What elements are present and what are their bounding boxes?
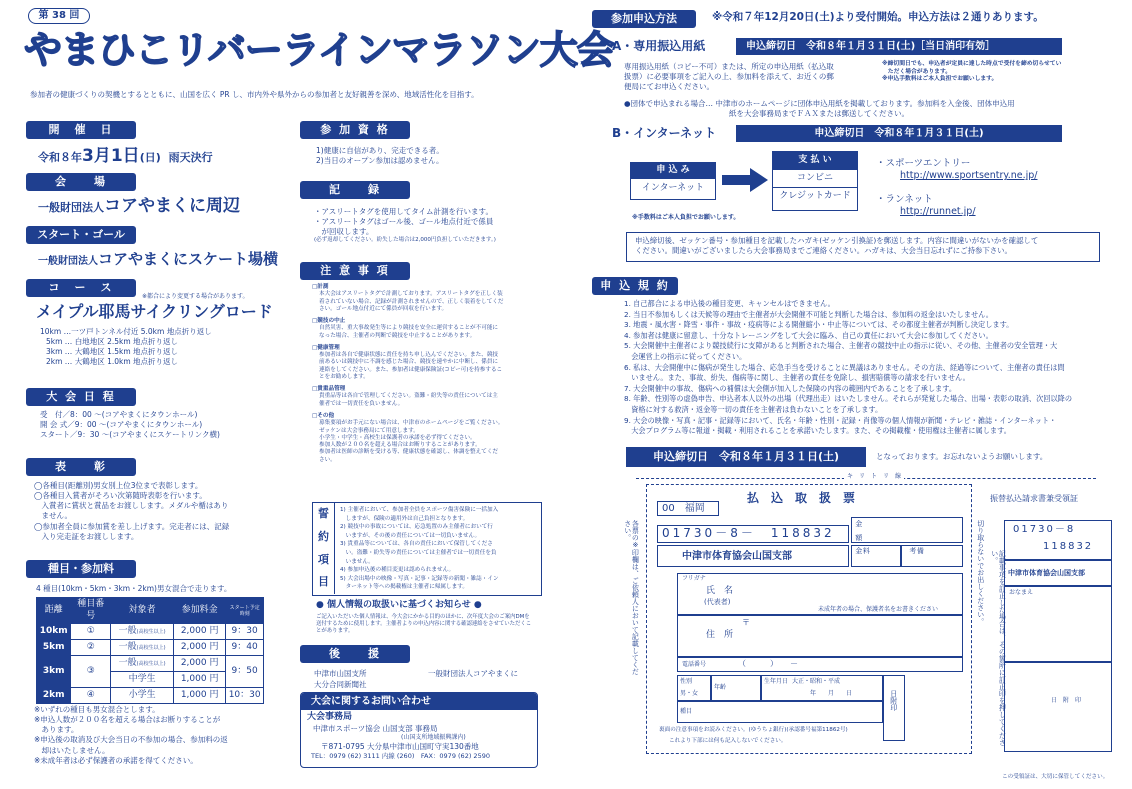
furigana-label: フリガナ: [682, 575, 706, 582]
caution-line: 着されていない場合、記録が計測されませんので、正しく装着をしてくだ: [319, 298, 504, 305]
apply-a-side-line: ※申込手数料はご本人負担でお願いします。: [882, 76, 998, 83]
apply-a-title: A・専用振込用紙: [612, 39, 706, 53]
sex-label: 性別: [680, 678, 693, 685]
privacy-line: 送付するために使用します。主催者よりの申込内容に関する確認連絡をさせていただくこ: [316, 621, 532, 628]
apply-b-title: B・インターネット: [612, 126, 717, 140]
pledge-line: 1) 主催者において、参加者全員をスポーツ傷害保険に一括加入: [340, 507, 499, 513]
slip-date-stamp: [883, 675, 905, 741]
schedule-header: 大 会 日 程: [26, 388, 136, 406]
site-name: ・ランネット: [876, 194, 933, 205]
rule-line: 7. 大会開催中の事故、傷病への補償は大会側が加入した保険の内容の範囲内であることを了承します。: [624, 383, 957, 393]
apply-a-side-line: ただく場合があります。: [882, 68, 952, 75]
support-item: 中津市山国支所: [314, 669, 367, 678]
rule-line: 5. 大会開催中主催者により競技続行に支障があると判断された場合、主催者の競技中止の指示に従い、その他、主催者の安全管理・大: [624, 341, 1058, 351]
rule-line: 6. 私は、大会開催中に傷病が発生した場合、応急手当を受けることに異議はありません。その方法、経過等について、主催者の責任は問: [624, 362, 1065, 372]
slip-age: [711, 675, 761, 701]
qualification-line: 2)当日のオープン参加は認めません。: [316, 156, 444, 166]
course-note: ※都合により変更する場合があります。: [142, 293, 249, 300]
events-note: ※いずれの種目も男女混合とします。: [34, 705, 160, 714]
schedule-list: [40, 410, 280, 440]
contact-org-note: (山国支所地域振興課内): [401, 733, 466, 741]
target-note: (高校生以上): [136, 661, 166, 668]
receipt-name-label: おなまえ: [1009, 589, 1034, 596]
slip-address-area: [677, 615, 963, 657]
pledge-line: 3) 貴重品等については、各自の責任において保管してくださ: [340, 541, 493, 548]
course-name: メイプル耶馬サイクリングロード: [36, 302, 273, 321]
caution-line: さい。: [319, 456, 336, 463]
awards-line: 入賞者に賞状と賞品をお渡しします。メダルや楯はあり: [34, 501, 229, 511]
site-sportsentry: [876, 158, 1037, 183]
pledge-line: いますが、その後の責任については一切負いません。: [340, 532, 481, 539]
records-list: [314, 207, 539, 245]
birth-label: 生年月日: [764, 678, 789, 685]
awards-list: [34, 481, 284, 542]
cell-start: 9：50: [226, 656, 264, 688]
ymd-label: 年 月 日: [810, 690, 853, 697]
receipt-date-label: 日 附 印: [1051, 697, 1082, 704]
caution-line: 連絡をしてください。また、参加者は健康保険証(コピー可)を持参するこ: [319, 366, 503, 373]
course-list: [40, 327, 280, 368]
caution-line: 催者では一切責任を負いません。: [319, 400, 404, 407]
contact-address: 〒871-0795 大分県中津市山国町守実130番地: [321, 741, 479, 751]
apply-a-side-line: ※締切間日でも、申込者が定員に達した時点で受付を締め切らせてい: [882, 61, 1062, 67]
contact-phone: TEL：0979 (62) 3111 内線 (260) FAX：0979 (62) 2590: [311, 751, 490, 760]
pledge-char: 目: [318, 575, 329, 589]
rule-line: 資格に対する救済・返金等一切の責任を主催者は負わないことを了承します。: [624, 404, 883, 414]
intro-text: 参加者の健康づくりの契機とするとともに、山国を広く PR し、市内外や県外からの参加者と友好親善を深め、地域活性化を目指す。: [30, 90, 479, 99]
events-table-head: [37, 598, 264, 624]
slip-name-area: [677, 573, 963, 615]
cell-distance: 3km: [37, 656, 71, 688]
caution-line: 前あるいは競技中に不調を感じた場合、競技を速やかに中断し、係員に: [319, 359, 499, 366]
receipt-account-top: 01730－8: [1013, 524, 1076, 535]
caution-line: 参加者は各自で健康状態に責任を持ち申し込んでください。また、競技: [319, 352, 499, 359]
pledge-line: いません。: [340, 558, 374, 565]
date-note: 雨天決行: [168, 151, 213, 164]
cut-side-note: 切り取らないでお出しください。: [976, 520, 985, 625]
records-line: ・アスリートタグはゴール後、ゴール地点付近で係員: [314, 217, 494, 227]
caution-line: ゼッケンは大会事務局にて用意します。: [319, 427, 419, 434]
date-header: 開 催 日: [26, 121, 136, 139]
records-note: (必ず返却してください。紛失した場合は2,000円負担していただきます。): [314, 237, 496, 244]
caution-line: 小学生・中学生・高校生は保護者の承諾を必ず得てください。: [319, 434, 476, 441]
table-row: [37, 688, 264, 704]
slip-bottom-note1: 裏面の注意事項をお読みください。(ゆうちょ銀行)(承認番号福第11862号): [659, 727, 848, 733]
phone-template: （ ） －: [738, 659, 798, 668]
rules-deadline-tail: となっております。お忘れないようお願いします。: [876, 452, 1048, 461]
course-header: コ ー ス: [26, 279, 136, 297]
venue-name: コアやまくに周辺: [104, 196, 240, 216]
caution-line: さい。ゴール地点付近にて係員が回収を行います。: [319, 305, 448, 312]
cell-fee: 2,000 円: [173, 640, 225, 656]
cell-number: ①: [71, 624, 111, 640]
records-header: 記 録: [300, 181, 410, 199]
receipt-payee: 中津市体育協会山国支部: [1004, 560, 1112, 586]
qualification-header: 参 加 資 格: [300, 121, 410, 139]
caution-line: とをお勧めします。: [319, 373, 369, 380]
slip-side-note: 各票の※印欄は、ご依頼人において記載してください。: [623, 520, 640, 675]
phone-label: 電話番号: [682, 661, 707, 668]
awards-line: ません。: [34, 511, 72, 521]
cell-target: [111, 624, 174, 640]
flow-arrow-icon: [722, 168, 768, 195]
cell-distance: 5km: [37, 640, 71, 656]
apply-a-deadline: 申込締切日 令和８年１月３１日(土)［当日消印有効］: [736, 38, 1062, 55]
events-intro: 4 種目(10km・5km・3km・2km)男女混合で走ります。: [36, 584, 232, 593]
caution-line: 参加人数が２００名を超える場合はお断りすることがあります。: [319, 442, 481, 449]
cut-label: キ リ ト リ 線: [844, 473, 904, 481]
cell-distance: 10km: [37, 624, 71, 640]
events-table: [36, 597, 264, 704]
account-part2: 118832: [770, 526, 835, 540]
site-name: ・スポーツエントリー: [876, 158, 971, 169]
apply-a-line: 便局にてお申込ください。: [624, 82, 714, 92]
cell-start: 10：30: [226, 688, 264, 704]
events-note: 却はいたしません。: [34, 745, 110, 755]
schedule-line: 開 会 式／9：00 ～(コアやまくにタウンホール): [40, 420, 203, 430]
cell-fee: 2,000 円: [173, 624, 225, 640]
course-line: 10km …一ツ戸トンネル付近 5.0km 地点折り返し: [40, 327, 212, 336]
rule-line: 4. 参加者は健康に留意し、十分なトレーニングをして大会に臨み、自己の責任において大会に参加してください。: [624, 330, 993, 340]
flow-apply-label: 申 込 み: [631, 163, 715, 179]
pledge-list: [340, 506, 540, 592]
target-text: 一般: [118, 626, 137, 637]
date-year: 令和８年: [38, 151, 82, 164]
site-link[interactable]: http://runnet.jp/: [900, 206, 976, 218]
slip-bottom-note2: これより下部には何も記入しないでください。: [669, 738, 787, 744]
records-line: が回収します。: [314, 227, 374, 237]
minor-note: 未成年者の場合、保護者名をお書きください: [818, 606, 939, 613]
flow-pay-label: 支 払 い: [773, 152, 857, 170]
rules-header: 申 込 規 約: [592, 277, 678, 295]
start-goal-name: コアやまくにスケート場横: [98, 250, 279, 268]
pledge-line: い。盗難・紛失等の責任については主催者では一切責任を負: [340, 549, 497, 556]
target-note: (高校生以上): [136, 629, 166, 636]
table-row: [37, 624, 264, 640]
contact-org: 中津市スポーツ協会 山国支部 事務局: [313, 723, 438, 733]
cautions-header: 注 意 事 項: [300, 262, 410, 280]
qualification-line: 1)健康に自信があり、完走できる者。: [316, 146, 444, 155]
rule-line: 1. 自己都合による申込後の種目変更、キャンセルはできません。: [624, 299, 835, 308]
privacy-line: ご記入いただいた個人情報は、今大会にかかる目的のほかに、次年度大会のご案内DMを: [316, 614, 530, 620]
caution-title: □競技の中止: [312, 318, 346, 325]
awards-line: ◯各種目(距離別)男女別上位3位まで表彰します。: [34, 481, 203, 490]
apply-a-line: 扱票）に必要事項をご記入の上、参加料を添えて、お近くの郵: [624, 72, 834, 82]
venue-value: [38, 195, 240, 217]
rule-line: 9. 大会の映像・写真・記事・記録等において、氏名・年齢・性別・記録・肖像等の個人情報が新聞・テレビ・雑誌・インターネット・: [624, 415, 1057, 425]
qualification-list: [316, 146, 444, 166]
start-goal-header: スタート・ゴール: [26, 226, 136, 244]
cell-fee: 2,000 円: [173, 656, 225, 672]
rule-line: 8. 年齢、性別等の虚偽申告、申込者本人以外の出場（代理出走）はいたしません。それらが発覚した場合、出場・表彰の取消、次回以降の: [624, 394, 1073, 404]
caution-line: 募集要項がお手元にない場合は、中津市のホームページをご覧ください。: [319, 420, 504, 427]
address-label: 住 所: [706, 630, 734, 640]
slip-bank: 00 福岡: [657, 501, 719, 516]
payment-slip: [646, 484, 972, 754]
apply-group-line: ●団体で申込まれる場合… 中津市のホームページに団体申込用紙を掲載しております。参加料を入金後、団体申込用: [624, 99, 1015, 108]
receipt-account-bottom: 118832: [1043, 541, 1094, 552]
postcard-box: [626, 232, 1100, 262]
cell-distance: 2km: [37, 688, 71, 704]
account-sep: 8: [730, 526, 741, 540]
rules-deadline: 申込締切日 令和８年１月３１日(土): [626, 447, 866, 467]
name-label: 氏 名: [706, 586, 734, 596]
col-distance: 距離: [37, 598, 71, 624]
page-title: やまひこリバーラインマラソン大会: [24, 28, 614, 72]
pledge-box: [312, 502, 542, 596]
fee-label: 料 金: [854, 547, 871, 561]
postal-mark: 〒: [742, 618, 750, 627]
pledge-char: 約: [318, 529, 329, 543]
events-note: あります。: [34, 725, 79, 735]
events-note: ※未成年者は必ず保護者の承諾を得てください。: [34, 755, 198, 765]
col-start: スタート予定時刻: [226, 598, 264, 624]
edition-badge: 第 38 回: [28, 8, 90, 24]
slip-title: 払 込 取 扱 票: [747, 491, 856, 505]
receipt-name: [1004, 586, 1112, 662]
caution-line: 参加者は医師の診断を受ける等、健康状態を確認し、体調を整えてくだ: [319, 449, 499, 456]
course-line: 3km … 大鶴地区 1.5km 地点折り返し: [46, 347, 179, 357]
slip-remarks: [901, 545, 963, 567]
sex-options: 男・女: [680, 690, 699, 697]
receipt-side: 記載事項を訂正した場合は、その箇所に訂正印を押してください。: [990, 550, 1007, 746]
receipt-note: この受領証は、大切に保管してください。: [1002, 774, 1109, 780]
cell-fee: 1,000 円: [173, 672, 225, 688]
target-text: 一般: [118, 658, 137, 669]
pledge-line: 4) 参加申込後の種目変更は認められません。: [340, 567, 455, 574]
account-part1: 01730: [662, 526, 716, 540]
table-row: [37, 656, 264, 672]
apply-a-body: [624, 62, 879, 92]
cell-number: ②: [71, 640, 111, 656]
start-goal-value: [38, 250, 278, 270]
age-label: 年齢: [714, 684, 727, 691]
slip-fee: [851, 545, 901, 567]
amount-label: 金 額: [854, 520, 863, 541]
flow-conv-label: コンビニ: [773, 170, 857, 189]
venue-org: 一般財団法人: [38, 201, 104, 214]
rep-label: (代表者): [704, 598, 731, 606]
receipt-account-sep: 8: [1066, 524, 1076, 535]
col-number: 種目番号: [71, 598, 111, 624]
date-month: 3月: [82, 146, 111, 166]
event-date: [38, 145, 213, 167]
awards-line: ◯参加者全員に参加賞を差し上げます。完走者には、記録: [34, 521, 230, 531]
caution-line: 貴重品等は各自で管理してください。盗難・紛失等の責任については主: [319, 393, 498, 400]
date-weekday: (日): [139, 151, 161, 164]
pledge-line: 5) 大会出場中の映像・写真・記事・記録等の新聞・雑誌・イン: [340, 575, 499, 582]
remarks-label: 備 考: [908, 547, 925, 561]
privacy-list: [316, 614, 531, 635]
flow-net-label: インターネット: [641, 182, 705, 193]
venue-header: 会 場: [26, 173, 136, 191]
course-line: 2km … 大鶴地区 1.0km 地点折り返し: [46, 357, 179, 367]
cell-start: 9：30: [226, 624, 264, 640]
rule-line: 大会プログラム等に報道・掲載・利用されることを承諾いたします。また、その掲載権・使用権は主催者に属します。: [624, 426, 1011, 436]
rule-line: 会運営上の指示に従ってください。: [624, 351, 747, 361]
receipt-account: [1004, 520, 1112, 560]
apply-a-side: [882, 61, 1061, 84]
support-item: 大分合同新聞社: [314, 680, 367, 689]
flow-card-label: クレジットカード: [779, 191, 851, 202]
rule-line: 2. 当日不参加もしくは天候等の理由で主催者が大会開催不可能と判断した場合は、参加料の返金はいたしません。: [624, 309, 993, 319]
schedule-line: 受 付／8：00 ～(コアやまくにタウンホール): [40, 410, 198, 419]
caution-line: 自然災害、重大事故発生等により競技を安全に運営することが不可能に: [319, 325, 499, 332]
cell-target: 小学生: [111, 688, 174, 704]
receipt: [990, 490, 1116, 782]
rule-line: いません。また、事故、紛失、傷病等に関し、主催者の責任を免除し、損害賠償等の請求を行いません。: [624, 373, 970, 383]
cell-target: [111, 656, 174, 672]
events-note: ※申込後の取消及び大会当日の不参加の場合、参加料の返: [34, 735, 228, 745]
target-note: (高校生以上): [136, 645, 166, 652]
awards-line: ◯各種目入賞者がそろい次第随時表彰を行います。: [34, 491, 207, 501]
postcard-line: 申込締切後、ゼッケン番号・参加種目を記載したハガキ(ゼッケン引換証)を郵送します。内容に間違いがないかを確認して: [635, 236, 1039, 245]
caution-title: □貴重品管理: [312, 386, 346, 393]
site-runnet: [876, 194, 976, 219]
slip-birth: [761, 675, 883, 701]
caution-line: なった場合、主催者の判断で競技を中止することがあります。: [319, 332, 476, 339]
cell-number: ④: [71, 688, 111, 704]
events-header: 種目・参加料: [26, 560, 136, 578]
caution-title: □健康管理: [312, 344, 340, 351]
apply-group: [624, 99, 1015, 119]
contact-office: 大会事務局: [307, 712, 353, 722]
slip-payee: 中津市体育協会山国支部: [657, 545, 849, 567]
events-notes: [34, 705, 284, 766]
site-link[interactable]: http://www.sportsentry.ne.jp/: [900, 170, 1038, 182]
col-fee: 参加料金: [173, 598, 225, 624]
slip-event: [677, 701, 883, 723]
flow-apply-box: [630, 162, 716, 200]
apply-notice: ※令和７年12月20日(土)より受付開始。申込方法は２通りあります。: [712, 11, 1044, 23]
events-note: ※申込人数が２００名を超える場合はお断りすることが: [34, 715, 221, 725]
target-text: 一般: [118, 642, 137, 653]
apply-group-line: 紙を大会事務局までＦＡＸまたは郵送してください。: [624, 109, 909, 119]
receipt-account-part1: 01730: [1013, 524, 1055, 535]
pledge-line: しますが、保険の適用外は自己負担となります。: [340, 515, 469, 522]
privacy-line: とがあります。: [316, 628, 354, 635]
cautions-list: [312, 284, 542, 464]
flow-pay-box: [772, 151, 858, 211]
schedule-line: スタート／9：30 ～(コアやまくにスケートリンク横): [40, 430, 220, 440]
contact-box: [300, 692, 538, 768]
receipt-title: 振替払込請求書兼受領証: [990, 494, 1078, 503]
caution-line: 本大会はアスリートタグで計測しております。アスリートタグを正しく装: [319, 291, 503, 298]
rule-line: 3. 地震・風水害・降雪・事件・事故・疫病等による開催縮小・中止等については、その都度主催者が判断し決定します。: [624, 320, 1014, 330]
caution-title: □計測: [312, 284, 329, 290]
cell-start: 9：40: [226, 640, 264, 656]
contact-title: 大会に関するお問い合わせ: [301, 693, 537, 710]
postcard-line: ください。間違いがございましたら大会事務局までご連絡ください。ハガキは、大会当日忘れずにご持参下さい。: [635, 245, 1012, 255]
awards-line: 入り完走証をお渡しします。: [34, 531, 139, 541]
event-label: 種目: [680, 708, 693, 715]
slip-account: 01730－8－ 118832: [657, 525, 849, 543]
cell-fee: 1,000 円: [173, 688, 225, 704]
pledge-char: 誓: [318, 507, 329, 521]
table-row: [37, 640, 264, 656]
slip-phone-area: [677, 657, 963, 672]
rules-list: [624, 299, 1104, 437]
caution-title: □その他: [312, 412, 335, 419]
cell-target: [111, 640, 174, 656]
pledge-char: 項: [318, 552, 329, 566]
support-header: 後 援: [300, 645, 410, 663]
pledge-line: 2) 競技中の事故については、応急処置のみ主催者において行: [340, 524, 493, 531]
slip-sex: [677, 675, 711, 701]
apply-a-line: 専用振込用紙（コピー不可）または、所定の申込用紙（払込取: [624, 62, 834, 71]
date-day: 1日: [110, 146, 140, 166]
records-line: ・アスリートタグを使用してタイム計測を行います。: [314, 207, 493, 216]
cell-number: ③: [71, 656, 111, 688]
col-target: 対象者: [111, 598, 174, 624]
course-line: 5km … 白地地区 2.5km 地点折り返し: [46, 337, 179, 347]
start-goal-org: 一般財団法人: [38, 256, 98, 267]
apply-b-deadline: 申込締切日 令和８年１月３１日(土): [736, 125, 1062, 142]
privacy-title: ● 個人情報の取扱いに基づくお知らせ ●: [316, 600, 482, 610]
pledge-label: [313, 503, 335, 594]
date-stamp-label: 日附印: [889, 690, 898, 711]
fee-note: ※手数料はご本人負担でお願いします。: [632, 214, 740, 221]
slip-amount: [851, 517, 963, 543]
receipt-date: [1004, 662, 1112, 752]
awards-header: 表 彰: [26, 458, 136, 476]
apply-header: 参加申込方法: [592, 10, 696, 28]
pledge-line: ターネット等への掲載権は主催者に帰属します。: [340, 584, 468, 591]
era-options: 大正・昭和・平成: [792, 678, 841, 685]
support-item: 一般財団法人コアやまくに: [428, 669, 518, 678]
cell-target: 中学生: [111, 672, 174, 688]
